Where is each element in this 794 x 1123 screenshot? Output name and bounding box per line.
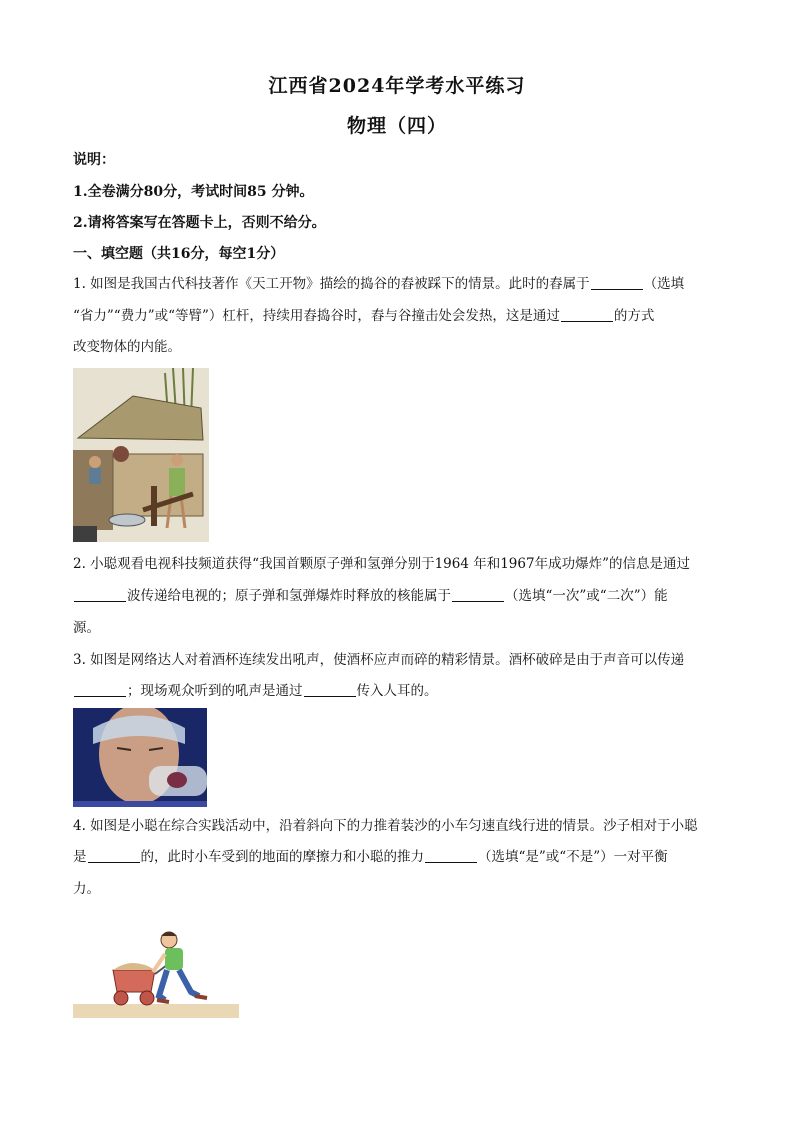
page-title: 江西省2024年学考水平练习: [268, 75, 526, 97]
answer-blank: [74, 587, 126, 602]
q2-line-2: 波传递给电视的；原子弹和氢弹爆炸时释放的核能属于 （选填“一次”或“二次”）能: [73, 586, 733, 606]
q2-line-1: 2. 小聪观看电视科技频道获得“我国首颗原子弹和氢弹分别于1964 年和1967年成功爆炸”的信息是通过: [73, 556, 690, 572]
answer-blank: [304, 682, 356, 697]
page-subtitle: 物理（四）: [346, 115, 447, 137]
notes-label: 说明：: [73, 152, 115, 168]
cart-pushing-illustration: [73, 926, 239, 1018]
q3-line-1: 3. 如图是网络达人对着酒杯连续发出吼声，使酒杯应声而碎的精彩情景。酒杯破碎是由于声音可以传递: [73, 652, 685, 668]
figure-pushing-cart: [73, 926, 239, 1018]
answer-blank: [452, 587, 504, 602]
answer-blank: [88, 848, 140, 863]
figure-pestle-mortar: [73, 368, 209, 542]
figure-glass-breaking: [73, 708, 207, 807]
answer-blank: [425, 848, 477, 863]
section-heading: 一、填空题（共16分，每空1分）: [73, 246, 285, 262]
q4-line-3: 力。: [73, 881, 100, 897]
answer-blank: [591, 275, 643, 290]
q4-line-1: 4. 如图是小聪在综合实践活动中，沿着斜向下的力推着装沙的小车匀速直线行进的情景。沙子相对于小聪: [73, 818, 698, 834]
pestle-illustration: [73, 368, 209, 542]
note-item-2: 2.请将答案写在答题卡上，否则不给分。: [73, 215, 326, 231]
q1-line-3: 改变物体的内能。: [73, 339, 181, 355]
q1-line-2: “省力”“费力”或“等臂”）杠杆，持续用舂捣谷时，舂与谷撞击处会发热，这是通过 的方式: [73, 308, 655, 324]
answer-blank: [561, 307, 613, 322]
q1-line-1: 1. 如图是我国古代科技著作《天工开物》描绘的捣谷的舂被踩下的情景。此时的舂属于 （选填: [73, 276, 685, 292]
q2-line-3: 源。: [73, 620, 100, 636]
note-item-1: 1.全卷满分80分，考试时间85 分钟。: [73, 184, 314, 200]
photo-shouting-at-glass: [73, 708, 207, 807]
q4-line-2: 是 的，此时小车受到的地面的摩擦力和小聪的推力 （选填“是”或“不是”）一对平衡: [73, 849, 668, 865]
q3-line-2: ；现场观众听到的吼声是通过 传入人耳的。: [73, 681, 733, 701]
answer-blank: [74, 682, 126, 697]
